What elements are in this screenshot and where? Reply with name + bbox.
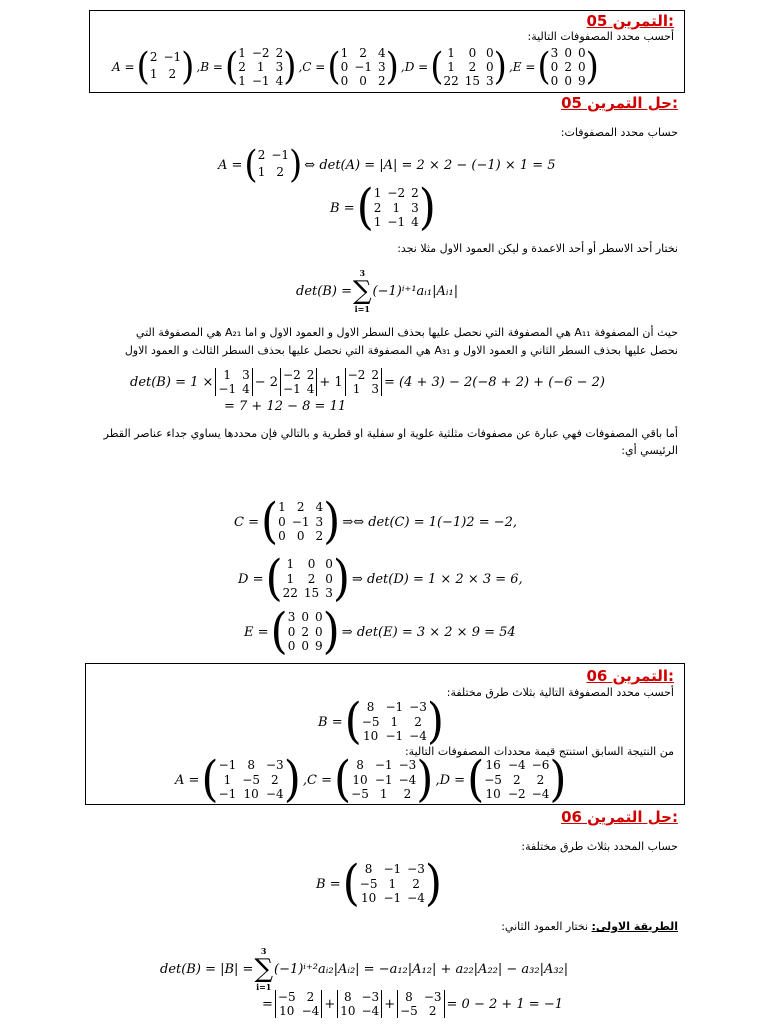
matrix-cell: 3 [411, 200, 419, 215]
matrix-cell: 2 [564, 60, 572, 74]
detB-sum-formula [296, 268, 458, 314]
matrix-cell: 2 [468, 60, 477, 74]
detB6-sum-lhs: det(B) = |B| = [160, 961, 254, 977]
matrix-grid [278, 500, 323, 544]
matrix-cell: −3 [398, 758, 417, 772]
matrix-D6: ( 16 −4 −6 −5 2 2 10 −2 −4 ) [467, 751, 567, 808]
matrix-cell: −1 [354, 60, 372, 74]
matrix-cell: −2 [507, 787, 526, 802]
matrix-E: ( 3 0 0 0 2 0 0 0 9 ) [537, 45, 599, 89]
matrix-cell: 2 [276, 165, 284, 179]
detB6-expansion: = −5 2 10 −4 + 8 −3 10 −4 + 8 −3 −5 2 = 0 − 2 + 1 = −1 [262, 990, 563, 1018]
matrix-cell: 8 [344, 990, 352, 1004]
exercise-05-matrices: A = ( 2 −1 1 2 ) , B = ( 1 −2 2 2 1 3 1 −1 4 ) , C = ( 1 2 4 0 −1 3 0 0 2 ) , D = ( 1 0 0 1 2 0 22 15 3 ) , E = ( 3 0 0 0 2 0 0 0 9 ) [112, 45, 599, 89]
matrix-B-label: B [330, 200, 340, 216]
matrix-cell: 3 [550, 46, 559, 60]
matrix-cell: 8 [356, 758, 364, 772]
matrix-cell: 9 [314, 639, 323, 654]
matrix-cell: −2 [251, 46, 270, 60]
matrix-B6: ( 8 −1 −3 −5 1 2 10 −1 −4 ) [344, 693, 445, 750]
matrix-cell: −1 [383, 891, 402, 906]
matrix-cell: 0 [278, 529, 286, 544]
matrix-cell: 4 [315, 500, 324, 514]
matrix-E-label: E [244, 624, 254, 640]
detB-sum-body: (−1)ⁱ⁺¹aᵢ₁|Aᵢ₁| [372, 283, 459, 299]
matrix-cell: 2 [296, 500, 305, 514]
matrix-cell: 0 [314, 624, 323, 639]
matrix-cell: 10 [485, 787, 501, 802]
matrix-grid [443, 46, 493, 88]
matrix-grid [345, 368, 382, 396]
matrix-cell: −1 [385, 700, 404, 714]
matrix-cell: 8 [247, 758, 255, 772]
matrix-cell: −6 [531, 758, 550, 772]
matrix-cell: −2 [387, 186, 406, 200]
matrix-cell: 1 [223, 772, 232, 787]
matrix-cell: 4 [242, 382, 250, 396]
matrix-cell: −4 [301, 1004, 320, 1018]
matrix-cell: 2 [149, 50, 158, 64]
detB6-sum-body: (−1)ⁱ⁺²aᵢ₂|Aᵢ₂| = −a₁₂|A₁₂| + a₂₂|A₂₂| − a₃₂|A₃₂| [274, 961, 569, 977]
matrix-cell: 1 [373, 215, 382, 230]
matrix-grid [374, 186, 419, 230]
matrix-cell: −1 [374, 772, 393, 787]
detC-line: C = ( 1 2 4 0 −1 3 0 0 2 ) ⇒⇔ det(C) = 1(−1)2 = −2, [234, 493, 518, 550]
matrix-cell: 2 [428, 1004, 437, 1018]
matrix-cell: −1 [251, 74, 270, 88]
matrix-cell: −1 [291, 514, 310, 529]
matrix-grid [362, 700, 427, 744]
matrix-cell: 2 [275, 46, 284, 60]
matrix-cell: −5 [400, 1004, 418, 1018]
minor-A12 [275, 990, 322, 1018]
solution-05-intro: حساب محدد المصفوفات: [560, 126, 678, 139]
matrix-B: ( 1 −2 2 2 1 3 1 −1 4 ) [224, 45, 297, 89]
minor-A22 [337, 990, 382, 1018]
matrix-cell: 1 [388, 876, 397, 891]
matrix-cell: −1 [218, 758, 237, 772]
exercise-06-matrices: A = ( −1 8 −3 1 −5 2 −1 10 −4 ) , C = ( 8 −1 −3 10 −1 −4 −5 1 2 ) , D = ( 16 −4 −6 −5 2 2 10 −2 −4 ) [175, 751, 567, 808]
matrix-cell: 2 [377, 74, 386, 88]
matrix-cell: 10 [243, 787, 259, 802]
matrix-grid [280, 368, 317, 396]
matrix-cell: −3 [266, 758, 284, 772]
matrix-E-label: E [512, 60, 522, 74]
matrix-cell: −1 [283, 382, 301, 396]
matrix-cell: 10 [352, 772, 368, 787]
detE-line: E = ( 3 0 0 0 2 0 0 0 9 ) ⇒ det(E) = 3 × 2 × 9 = 54 [244, 603, 516, 660]
matrix-cell: −1 [387, 215, 406, 230]
triangular-text-line1: أما باقي المصفوفات فهي عبارة عن مصفوفات مثلثية علوية او سفلية او قطرية و بالتالي فإن محددها يساوي جداء عناصر القطر [103, 427, 678, 440]
matrix-cell: −4 [409, 729, 427, 744]
matrix-cell: 1 [278, 500, 286, 514]
matrix-cell: −3 [361, 990, 380, 1004]
matrix-B6-repeat: ( 8 −1 −3 −5 1 2 10 −1 −4 ) [342, 855, 443, 912]
matrix-cell: 2 [411, 186, 419, 200]
matrix-cell: 1 [286, 571, 295, 586]
matrix-cell: 10 [362, 729, 379, 744]
matrix-cell: −1 [218, 787, 237, 802]
matrix-cell: 2 [403, 787, 412, 802]
matrix-cell: 4 [275, 74, 284, 88]
detB-sum-lhs: det(B) = [296, 283, 352, 299]
matrix-cell: 0 [307, 557, 316, 571]
matrix-cell: 2 [301, 624, 309, 639]
detB6-final: = 0 − 2 + 1 = −1 [446, 996, 563, 1012]
matrix-cell: 1 [256, 60, 265, 74]
matrix-cell: 9 [577, 74, 586, 88]
matrix-cell: 8 [366, 700, 375, 714]
matrix-D: ( 1 0 0 1 2 0 22 15 3 ) [430, 45, 507, 89]
matrix-C: ( 1 2 4 0 −1 3 0 0 2 ) [327, 45, 399, 89]
matrix-cell: −1 [218, 382, 237, 396]
matrix-cell: 0 [359, 74, 367, 88]
matrix-cell: 1 [392, 200, 401, 215]
detD-formula: ⇒ det(D) = 1 × 2 × 3 = 6, [352, 571, 523, 587]
matrix-cell: 0 [340, 60, 349, 74]
matrix-cell: 1 [238, 74, 246, 88]
matrix-grid [360, 862, 425, 906]
detB6-sum-formula [160, 946, 568, 992]
matrix-grid [283, 557, 333, 601]
matrix-grid [150, 50, 181, 84]
expansion-lhs: det(B) = 1 × [130, 374, 214, 390]
matrix-cell: 8 [364, 862, 373, 876]
matrix-grid [238, 46, 283, 88]
matrix-cell: −1 [271, 148, 290, 162]
exercise-06-title: التمرين 06: [586, 667, 674, 685]
detC-formula: ⇒⇔ det(C) = 1(−1)2 = −2, [342, 514, 518, 530]
matrix-cell: 4 [411, 215, 419, 230]
matrix-cell: −1 [383, 862, 402, 876]
matrix-cell: 3 [315, 514, 324, 529]
detD-line: D = ( 1 0 0 1 2 0 22 15 3 ) ⇒ det(D) = 1 × 2 × 3 = 6, [238, 550, 523, 607]
matrix-grid [551, 46, 586, 88]
matrix-cell: 1 [238, 46, 246, 60]
matrix-B6-label: B [316, 876, 326, 892]
matrix-cell: −4 [361, 1004, 380, 1018]
matrix-cell: 0 [301, 610, 309, 624]
matrix-grid [288, 610, 323, 654]
matrix-cell: −3 [409, 700, 427, 714]
matrix-cell: −1 [374, 758, 393, 772]
matrix-cell: 22 [443, 74, 459, 88]
exercise-06-prompt: أحسب محدد المصفوفة التالية بثلاث طرق مختلفة: [446, 686, 674, 699]
matrix-cell: 3 [287, 610, 296, 624]
matrix-cell: −4 [507, 758, 526, 772]
matrix-cell: 2 [257, 148, 266, 162]
sum-upper-limit: 3 [359, 268, 366, 278]
sum-lower-limit: i=1 [354, 304, 370, 314]
triangular-text-line2: الرئيسي أي: [621, 444, 678, 457]
matrix-B-label: B [200, 60, 210, 74]
matrix-cell: −4 [266, 787, 284, 802]
sum-lower-limit: i=1 [256, 982, 272, 992]
exercise-05-title: التمرين 05: [586, 12, 674, 30]
matrix-cell: 0 [564, 46, 572, 60]
matrix-A: ( 2 −1 1 2 ) [136, 45, 195, 89]
matrix-grid [275, 990, 322, 1018]
solution-05-title: حل التمرين 05: [561, 94, 678, 112]
matrix-grid [337, 990, 382, 1018]
matrix-A6-label: A [175, 772, 185, 788]
matrix-cell: 0 [287, 624, 296, 639]
matrix-B-line: B = ( 1 −2 2 2 1 3 1 −1 4 ) [330, 179, 436, 236]
matrix-A-label: A [112, 60, 121, 74]
summation-symbol: 3 ∑ i=1 [254, 946, 273, 992]
matrix-cell: 0 [287, 639, 296, 654]
matrix-cell: 8 [405, 990, 413, 1004]
matrix-cell: 1 [373, 186, 382, 200]
matrix-cell: 3 [371, 382, 380, 396]
matrix-cell: 0 [577, 60, 586, 74]
matrix-A-label: A [218, 157, 228, 173]
matrix-C6-label: C [307, 772, 317, 788]
minor-A11 [215, 368, 252, 396]
matrix-cell: 3 [377, 60, 386, 74]
matrix-cell: 2 [412, 876, 420, 891]
detB-result: = 7 + 12 − 8 = 11 [224, 399, 347, 414]
minor-explanation-line2: نحصل عليها بحذف السطر الثاني و العمود الاول و A₃₁ هي المصفوفة التي نحصل عليها بحذف السطر الثالث و العمود الاول [124, 344, 678, 357]
matrix-cell: 10 [279, 1004, 295, 1018]
matrix-grid [351, 758, 416, 802]
matrix-cell: 0 [325, 571, 333, 586]
matrix-cell: 0 [278, 514, 286, 529]
matrix-A6: ( −1 8 −3 1 −5 2 −1 10 −4 ) [201, 751, 301, 808]
matrix-cell: 2 [536, 772, 545, 787]
matrix-cell: 0 [301, 639, 309, 654]
matrix-cell: 0 [564, 74, 572, 88]
minor-A31 [345, 368, 382, 396]
matrix-cell: 2 [271, 772, 279, 787]
matrix-cell: −5 [484, 772, 502, 787]
solution-06-matrix-B: B = ( 8 −1 −3 −5 1 2 10 −1 −4 ) [316, 855, 443, 912]
matrix-cell: −3 [423, 990, 442, 1004]
matrix-cell: 0 [550, 74, 559, 88]
matrix-cell: 3 [325, 586, 333, 601]
solution-06-title: حل التمرين 06: [561, 808, 678, 826]
matrix-cell: 22 [282, 586, 298, 601]
detE-formula: ⇒ det(E) = 3 × 2 × 9 = 54 [341, 624, 516, 640]
matrix-cell: −4 [398, 772, 417, 787]
matrix-cell: 0 [550, 60, 559, 74]
matrix-cell: 0 [314, 610, 323, 624]
matrix-cell: 15 [303, 586, 320, 601]
matrix-cell: 2 [371, 368, 380, 382]
matrix-cell: 15 [464, 74, 481, 88]
matrix-cell: −5 [361, 714, 380, 729]
matrix-cell: 0 [577, 46, 586, 60]
matrix-grid [258, 148, 289, 182]
expansion-rhs: = (4 + 3) − 2(−8 + 2) + (−6 − 2) [384, 374, 605, 390]
matrix-cell: 3 [486, 74, 494, 88]
matrix-cell: −1 [385, 729, 404, 744]
matrix-cell: 16 [485, 758, 501, 772]
matrix-cell: −1 [163, 50, 182, 64]
matrix-grid [215, 368, 252, 396]
matrix-cell: −2 [283, 368, 301, 382]
matrix-cell: 1 [223, 368, 232, 382]
matrix-cell: −4 [531, 787, 550, 802]
matrix-cell: 1 [149, 67, 158, 81]
matrix-cell: −5 [242, 772, 260, 787]
exercise-05-prompt: أحسب محدد المصفوفات التالية: [527, 30, 674, 43]
matrix-A-repeat: ( 2 −1 1 2 ) [244, 143, 303, 187]
matrix-cell: 0 [486, 46, 494, 60]
matrix-B-repeat: ( 1 −2 2 2 1 3 1 −1 4 ) [356, 179, 436, 236]
matrix-cell: 0 [340, 74, 349, 88]
matrix-cell: 1 [352, 382, 361, 396]
matrix-cell: 0 [486, 60, 494, 74]
sum-upper-limit: 3 [260, 946, 267, 956]
detA-formula: ⇔ det(A) = |A| = 2 × 2 − (−1) × 1 = 5 [304, 157, 556, 173]
matrix-cell: 2 [168, 67, 177, 81]
matrix-cell: −5 [351, 787, 369, 802]
matrix-grid [341, 46, 386, 88]
minor-A32 [397, 990, 444, 1018]
matrix-C-label: C [302, 60, 312, 74]
matrix-cell: 1 [390, 714, 399, 729]
matrix-B6-label: B [318, 714, 328, 730]
matrix-cell: −3 [407, 862, 425, 876]
matrix-cell: 1 [379, 787, 388, 802]
matrix-grid [397, 990, 444, 1018]
minor-A21 [280, 368, 317, 396]
choose-column-text: نختار أحد الاسطر أو أحد الاعمدة و ليكن العمود الاول مثلا نجد: [397, 242, 678, 255]
matrix-cell: 0 [296, 529, 305, 544]
matrix-C-repeat: ( 1 2 4 0 −1 3 0 0 2 ) [260, 493, 341, 550]
matrix-cell: 1 [447, 60, 455, 74]
matrix-C-label: C [234, 514, 244, 530]
matrix-E-repeat: ( 3 0 0 0 2 0 0 0 9 ) [270, 603, 340, 660]
method-one-label: الطريقة الاولى: [591, 920, 678, 933]
matrix-cell: 0 [325, 557, 333, 571]
matrix-cell: 2 [359, 46, 367, 60]
matrix-D-label: D [404, 60, 415, 74]
exercise-06-deduce: من النتيجة السابق استنتج قيمة محددات المصفوفات التالية: [404, 745, 674, 758]
matrix-cell: 2 [373, 200, 382, 215]
matrix-cell: 1 [286, 557, 295, 571]
matrix-cell: 3 [242, 368, 250, 382]
matrix-cell: −5 [277, 990, 296, 1004]
matrix-cell: 2 [238, 60, 246, 74]
matrix-cell: 2 [306, 368, 315, 382]
matrix-cell: 2 [414, 714, 422, 729]
matrix-cell: 1 [447, 46, 455, 60]
matrix-cell: −2 [347, 368, 366, 382]
matrix-cell: 0 [468, 46, 477, 60]
matrix-D-repeat: ( 1 0 0 1 2 0 22 15 3 ) [265, 550, 351, 607]
matrix-D-label: D [238, 571, 249, 587]
matrix-grid [484, 758, 549, 802]
matrix-cell: 10 [340, 1004, 356, 1018]
matrix-grid [219, 758, 284, 802]
solution-06-intro: حساب المحدد بثلاث طرق مختلفة: [521, 840, 678, 853]
matrix-D6-label: D [439, 772, 451, 788]
exercise-06-matrix-B: B = ( 8 −1 −3 −5 1 2 10 −1 −4 ) [318, 693, 445, 750]
matrix-cell: 2 [306, 990, 315, 1004]
method-one-text: نختار العمود الثاني: [501, 920, 592, 933]
matrix-cell: 1 [340, 46, 349, 60]
matrix-cell: −4 [407, 891, 425, 906]
matrix-cell: 4 [306, 382, 315, 396]
matrix-cell: 4 [377, 46, 386, 60]
method-one-line [501, 920, 678, 934]
matrix-cell: 10 [360, 891, 377, 906]
matrix-cell: 2 [315, 529, 324, 544]
matrix-cell: 2 [512, 772, 521, 787]
minor-explanation-line1: حيث أن المصفوفة A₁₁ هي المصفوفة التي نحصل عليها بحذف السطر الاول و العمود الاول و اما A₂₁ هي المصفوفة التي [135, 326, 678, 339]
detB-expansion: det(B) = 1 × 1 3 −1 4 − 2 −2 2 −1 4 + 1 −2 2 1 3 = (4 + 3) − 2(−8 + 2) + (−6 − 2) [130, 368, 605, 396]
matrix-C6: ( 8 −1 −3 10 −1 −4 −5 1 2 ) [334, 751, 434, 808]
matrix-cell: 3 [275, 60, 284, 74]
detA-line: A = ( 2 −1 1 2 ) ⇔ det(A) = |A| = 2 × 2 − (−1) × 1 = 5 [218, 143, 556, 187]
summation-symbol: 3 ∑ i=1 [352, 268, 372, 314]
matrix-cell: 1 [257, 165, 266, 179]
matrix-cell: −5 [359, 876, 378, 891]
matrix-cell: 2 [307, 571, 316, 586]
